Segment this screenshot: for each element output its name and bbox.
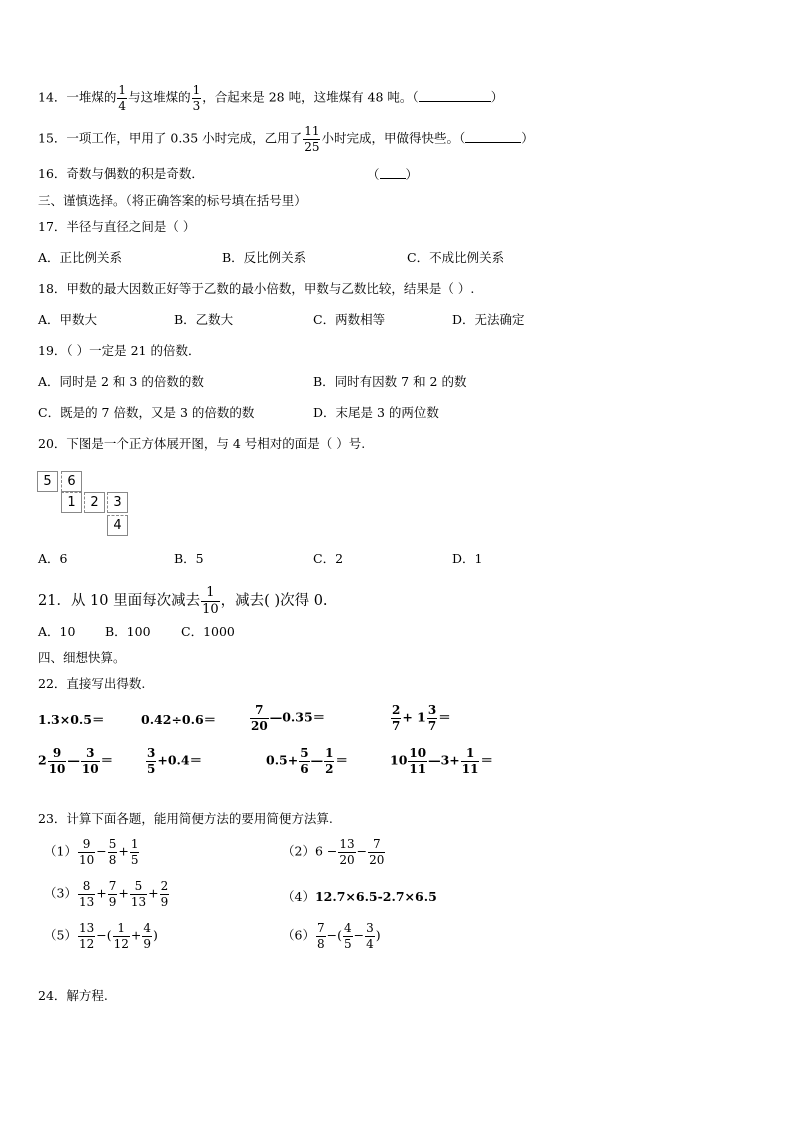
option-d[interactable]: D．1 <box>452 551 483 566</box>
question-23: 23．计算下面各题，能用简便方法的要用简便方法算. <box>38 811 333 826</box>
question-16: 16．奇数与偶数的积是奇数． <box>38 166 204 181</box>
answer-blank[interactable] <box>465 132 521 143</box>
option-a[interactable]: A．10 <box>38 624 76 639</box>
cube-face: 4 <box>107 515 128 536</box>
expression: 0.5+ $\frac{5}{6}$ — $\frac{1}{2}$ ＝ <box>266 746 348 776</box>
expression: 10 $\frac{10}{11}$ —3+ $\frac{1}{11}$ ＝ <box>390 746 493 776</box>
problem-4: （4）12.7×6.5-2.7×6.5 <box>282 889 437 904</box>
question-number: 14． <box>38 89 67 105</box>
option-c[interactable]: C．1000 <box>181 624 235 639</box>
question-22: 22．直接写出得数. <box>38 676 146 691</box>
question-18: 18．甲数的最大因数正好等于乙数的最小倍数，甲数与乙数比较，结果是（ ）. <box>38 281 475 296</box>
expression: $\frac{7}{20}$ —0.35＝ <box>251 703 326 733</box>
expression: 1.3×0.5＝ <box>38 712 105 727</box>
fraction: $\frac{1}{3}$ <box>192 83 201 113</box>
problem-3: （3） $\frac{8}{13}$ + $\frac{7}{9}$ + $\frac{5}{13}$ + $\frac{2}{9}$ <box>44 879 169 909</box>
question-21: 21．从 10 里面每次减去 $\frac{1}{10}$ ，减去( )次得 0. <box>38 585 328 617</box>
question-15: 15．一项工作，甲用了 0.35 小时完成，乙用了 $\frac{11}{25}$ 小时完成，甲做得快些。（ ） <box>38 124 534 154</box>
question-17: 17．半径与直径之间是（ ） <box>38 219 196 234</box>
cube-face: 2 <box>84 492 105 513</box>
answer-blank[interactable] <box>419 91 491 102</box>
cube-face: 3 <box>107 492 128 513</box>
expression: $\frac{3}{5}$ +0.4＝ <box>147 746 203 776</box>
option-a[interactable]: A．同时是 2 和 3 的倍数的数 <box>38 374 204 389</box>
option-b[interactable]: B．100 <box>105 624 151 639</box>
fraction: $\frac{11}{25}$ <box>304 124 320 154</box>
question-20: 20．下图是一个正方体展开图，与 4 号相对的面是（ ）号. <box>38 436 366 451</box>
option-a[interactable]: A．正比例关系 <box>38 250 123 265</box>
option-a[interactable]: A．甲数大 <box>38 312 98 327</box>
option-c[interactable]: C．不成比例关系 <box>407 250 505 265</box>
cube-face: 5 <box>37 471 58 492</box>
option-b[interactable]: B．乙数大 <box>174 312 234 327</box>
option-c[interactable]: C．两数相等 <box>313 312 386 327</box>
cube-face: 6 <box>61 471 82 492</box>
option-d[interactable]: D．末尾是 3 的两位数 <box>313 405 439 420</box>
question-19: 19．（ ）一定是 21 的倍数． <box>38 343 201 358</box>
problem-6: （6） $\frac{7}{8}$ −( $\frac{4}{5}$ − $\frac{3}{4}$ ) <box>282 921 381 951</box>
fraction: $\frac{1}{10}$ <box>202 585 219 617</box>
question-14: 14．一堆煤的 $\frac{1}{4}$ 与这堆煤的 $\frac{1}{3}$ ，合起来是 28 吨，这堆煤有 48 吨。（ ） <box>38 83 504 113</box>
cube-face: 1 <box>61 492 82 513</box>
option-a[interactable]: A．6 <box>38 551 68 566</box>
option-d[interactable]: D．无法确定 <box>452 312 525 327</box>
expression: 0.42÷0.6＝ <box>141 712 217 727</box>
question-24: 24．解方程. <box>38 988 108 1003</box>
fraction: $\frac{1}{4}$ <box>118 83 127 113</box>
option-c[interactable]: C．既是的 7 倍数，又是 3 的倍数的数 <box>38 405 255 420</box>
answer-bracket[interactable]: （ ） <box>367 167 419 182</box>
expression: 2 $\frac{9}{10}$ — $\frac{3}{10}$ ＝ <box>38 746 114 776</box>
option-b[interactable]: B．5 <box>174 551 204 566</box>
option-c[interactable]: C．2 <box>313 551 344 566</box>
problem-5: （5） $\frac{13}{12}$ −( $\frac{1}{12}$ + $\frac{4}{9}$ ) <box>44 921 158 951</box>
section-heading: 三、谨慎选择。（将正确答案的标号填在括号里） <box>38 193 307 208</box>
option-b[interactable]: B．同时有因数 7 和 2 的数 <box>313 374 467 389</box>
expression: $\frac{2}{7}$ + 1 $\frac{3}{7}$ ＝ <box>392 703 451 733</box>
option-b[interactable]: B．反比例关系 <box>222 250 307 265</box>
section-heading: 四、细想快算。 <box>38 650 126 665</box>
problem-2: （2）6 − $\frac{13}{20}$ − $\frac{7}{20}$ <box>282 837 385 867</box>
problem-1: （1） $\frac{9}{10}$ − $\frac{5}{8}$ + $\frac{1}{5}$ <box>44 837 139 867</box>
